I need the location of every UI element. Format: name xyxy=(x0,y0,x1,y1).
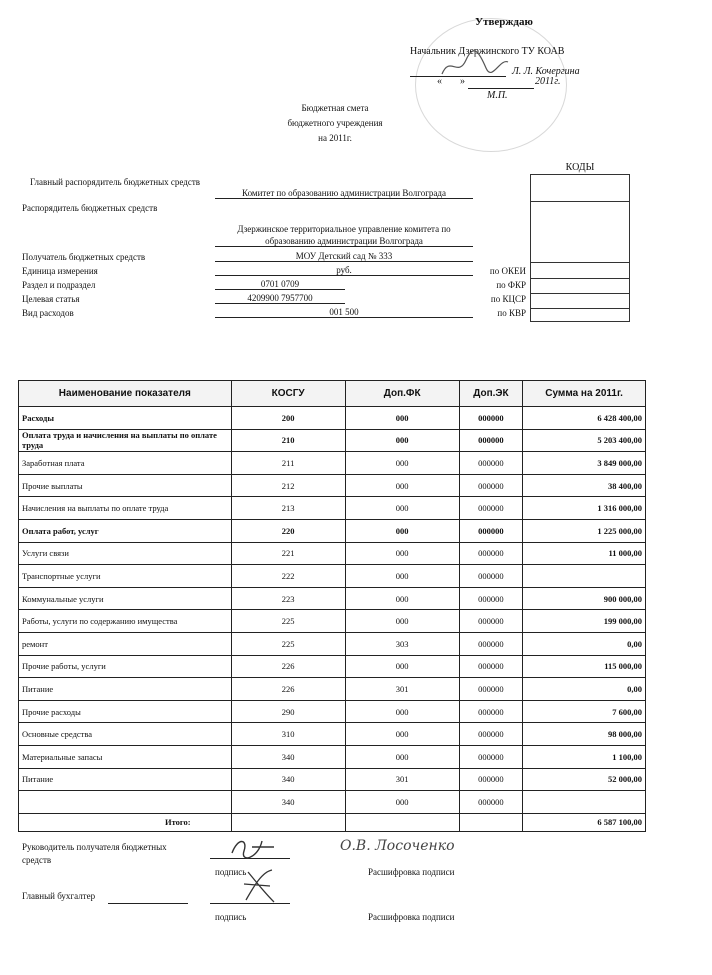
manager-value-line2: образованию администрации Волгограда xyxy=(215,236,473,247)
row-kosgu: 340 xyxy=(231,768,345,791)
row-name: Питание xyxy=(19,678,232,701)
table-row xyxy=(19,542,646,565)
row-name: Прочие расходы xyxy=(19,700,232,723)
row-name: Прочие работы, услуги xyxy=(19,655,232,678)
row-kosgu: 212 xyxy=(231,474,345,497)
row-name: Оплата труда и начисления на выплаты по оплате труда xyxy=(19,429,232,452)
row-kosgu: 223 xyxy=(231,587,345,610)
table-row xyxy=(19,429,646,452)
row-ek: 000000 xyxy=(459,519,523,542)
total-sum: 6 587 100,00 xyxy=(523,813,646,831)
row-fk: 301 xyxy=(345,768,459,791)
approval-quote-mid: » xyxy=(460,76,465,87)
header-kosgu: КОСГУ xyxy=(231,381,345,407)
row-ek: 000000 xyxy=(459,587,523,610)
manager-value-line1: Дзержинское территориальное управление комитета по xyxy=(237,224,451,234)
recipient-value: МОУ Детский сад № 333 xyxy=(215,251,473,262)
row-kosgu: 225 xyxy=(231,632,345,655)
approval-year: 2011г. xyxy=(535,76,561,87)
approval-date-line xyxy=(468,87,534,89)
section-code-label: по ФКР xyxy=(496,280,526,290)
row-ek: 000000 xyxy=(459,565,523,588)
expense-value: 001 500 xyxy=(215,307,473,318)
row-ek: 000000 xyxy=(459,610,523,633)
row-name: Коммунальные услуги xyxy=(19,587,232,610)
main-manager-label: Главный распорядитель бюджетных средств xyxy=(30,177,200,187)
row-fk: 000 xyxy=(345,565,459,588)
head-signature-decode: О.В. Лосоченко xyxy=(340,838,455,854)
row-sum: 5 203 400,00 xyxy=(523,429,646,452)
accountant-label: Главный бухгалтер xyxy=(22,891,96,901)
table-row xyxy=(19,700,646,723)
header-fk: Доп.ФК xyxy=(345,381,459,407)
table-row xyxy=(19,768,646,791)
total-empty-2 xyxy=(345,813,459,831)
unit-code-label: по ОКЕИ xyxy=(489,266,526,276)
code-cell-fkr xyxy=(531,279,629,294)
unit-label: Единица измерения xyxy=(22,266,98,276)
row-sum: 199 000,00 xyxy=(523,610,646,633)
approval-title: Утверждаю xyxy=(475,16,533,28)
table-row xyxy=(19,452,646,475)
row-fk: 000 xyxy=(345,700,459,723)
row-ek: 000000 xyxy=(459,452,523,475)
row-fk: 000 xyxy=(345,745,459,768)
table-row xyxy=(19,745,646,768)
approval-position: Начальник Дзержинского ТУ КОАВ xyxy=(410,46,565,57)
article-code-label: по КЦСР xyxy=(490,294,526,304)
table-row xyxy=(19,655,646,678)
recipient-label: Получатель бюджетных средств xyxy=(22,252,146,262)
budget-table xyxy=(18,380,646,832)
row-ek: 000000 xyxy=(459,632,523,655)
code-cell-main xyxy=(531,175,629,202)
unit-value: руб. xyxy=(215,265,473,276)
table-row xyxy=(19,791,646,814)
row-name: ремонт xyxy=(19,632,232,655)
accountant-decode-caption: Расшифровка подписи xyxy=(368,912,455,922)
row-ek: 000000 xyxy=(459,407,523,430)
table-row xyxy=(19,407,646,430)
manager-label: Распорядитель бюджетных средств xyxy=(22,203,158,213)
codes-box xyxy=(530,174,630,322)
row-ek: 000000 xyxy=(459,723,523,746)
row-sum: 52 000,00 xyxy=(523,768,646,791)
approval-signature xyxy=(440,50,510,80)
row-kosgu: 290 xyxy=(231,700,345,723)
row-fk: 000 xyxy=(345,542,459,565)
table-row xyxy=(19,678,646,701)
row-kosgu: 226 xyxy=(231,678,345,701)
section-value: 0701 0709 xyxy=(215,279,345,290)
row-sum: 3 849 000,00 xyxy=(523,452,646,475)
approval-quote-left: « xyxy=(437,76,442,87)
row-kosgu: 210 xyxy=(231,429,345,452)
code-cell-manager xyxy=(531,202,629,263)
row-kosgu: 225 xyxy=(231,610,345,633)
row-sum xyxy=(523,791,646,814)
row-sum xyxy=(523,565,646,588)
table-header-row xyxy=(19,381,646,407)
approval-name: Л. Л. Кочергина xyxy=(512,66,580,77)
row-kosgu: 340 xyxy=(231,791,345,814)
row-name: Материальные запасы xyxy=(19,745,232,768)
row-ek: 000000 xyxy=(459,745,523,768)
head-sign-caption: подпись xyxy=(215,867,247,877)
document-title-1: Бюджетная смета xyxy=(301,103,369,113)
total-empty-1 xyxy=(231,813,345,831)
expense-code-label: по КВР xyxy=(497,308,526,318)
row-sum: 115 000,00 xyxy=(523,655,646,678)
table-row xyxy=(19,565,646,588)
row-name: Услуги связи xyxy=(19,542,232,565)
total-empty-3 xyxy=(459,813,523,831)
row-ek: 000000 xyxy=(459,791,523,814)
table-row xyxy=(19,587,646,610)
table-row xyxy=(19,474,646,497)
row-ek: 000000 xyxy=(459,678,523,701)
row-ek: 000000 xyxy=(459,700,523,723)
row-ek: 000000 xyxy=(459,474,523,497)
row-fk: 000 xyxy=(345,610,459,633)
accountant-sign-caption: подпись xyxy=(215,912,247,922)
row-name: Начисления на выплаты по оплате труда xyxy=(19,497,232,520)
row-kosgu: 221 xyxy=(231,542,345,565)
row-fk: 303 xyxy=(345,632,459,655)
row-kosgu: 222 xyxy=(231,565,345,588)
row-name xyxy=(19,791,232,814)
expense-label: Вид расходов xyxy=(22,308,74,318)
row-fk: 000 xyxy=(345,519,459,542)
row-sum: 1 316 000,00 xyxy=(523,497,646,520)
document-title-3: на 2011г. xyxy=(318,133,352,143)
row-name: Основные средства xyxy=(19,723,232,746)
row-fk: 000 xyxy=(345,474,459,497)
row-sum: 1 100,00 xyxy=(523,745,646,768)
row-name: Заработная плата xyxy=(19,452,232,475)
head-label-1: Руководитель получателя бюджетных xyxy=(22,842,167,852)
row-fk: 000 xyxy=(345,587,459,610)
total-label: Итого: xyxy=(19,813,232,831)
row-sum: 98 000,00 xyxy=(523,723,646,746)
row-kosgu: 310 xyxy=(231,723,345,746)
codes-title: КОДЫ xyxy=(565,162,595,173)
row-name: Прочие выплаты xyxy=(19,474,232,497)
row-fk: 000 xyxy=(345,655,459,678)
row-sum: 6 428 400,00 xyxy=(523,407,646,430)
header-ek: Доп.ЭК xyxy=(459,381,523,407)
row-name: Транспортные услуги xyxy=(19,565,232,588)
row-fk: 000 xyxy=(345,429,459,452)
row-sum: 11 000,00 xyxy=(523,542,646,565)
article-label: Целевая статья xyxy=(22,294,80,304)
header-name: Наименование показателя xyxy=(19,381,232,407)
accountant-signature xyxy=(240,866,280,906)
code-cell-kcsr xyxy=(531,294,629,309)
row-fk: 000 xyxy=(345,452,459,475)
row-ek: 000000 xyxy=(459,655,523,678)
row-kosgu: 220 xyxy=(231,519,345,542)
head-signature xyxy=(228,833,278,863)
row-sum: 1 225 000,00 xyxy=(523,519,646,542)
code-cell-kvr xyxy=(531,309,629,323)
row-sum: 7 600,00 xyxy=(523,700,646,723)
row-fk: 301 xyxy=(345,678,459,701)
total-row xyxy=(19,813,646,831)
article-value: 4209900 7957700 xyxy=(215,293,345,304)
accountant-line-1 xyxy=(108,902,188,904)
table-row xyxy=(19,723,646,746)
row-name: Расходы xyxy=(19,407,232,430)
head-decode-caption: Расшифровка подписи xyxy=(368,867,455,877)
approval-stamp-place: М.П. xyxy=(487,90,508,101)
table-body xyxy=(19,407,646,814)
row-name: Оплата работ, услуг xyxy=(19,519,232,542)
row-fk: 000 xyxy=(345,407,459,430)
code-cell-okei xyxy=(531,263,629,279)
row-fk: 000 xyxy=(345,723,459,746)
row-name: Работы, услуги по содержанию имущества xyxy=(19,610,232,633)
row-kosgu: 200 xyxy=(231,407,345,430)
row-ek: 000000 xyxy=(459,768,523,791)
row-kosgu: 211 xyxy=(231,452,345,475)
row-kosgu: 213 xyxy=(231,497,345,520)
row-sum: 0,00 xyxy=(523,632,646,655)
main-manager-value: Комитет по образованию администрации Волгограда xyxy=(215,188,473,199)
table-row xyxy=(19,497,646,520)
table-row xyxy=(19,610,646,633)
row-ek: 000000 xyxy=(459,497,523,520)
row-ek: 000000 xyxy=(459,429,523,452)
document-title-2: бюджетного учреждения xyxy=(287,118,383,128)
row-kosgu: 226 xyxy=(231,655,345,678)
head-label-2: средств xyxy=(22,855,52,865)
section-label: Раздел и подраздел xyxy=(22,280,96,290)
table-row xyxy=(19,632,646,655)
row-sum: 38 400,00 xyxy=(523,474,646,497)
row-sum: 900 000,00 xyxy=(523,587,646,610)
row-ek: 000000 xyxy=(459,542,523,565)
row-sum: 0,00 xyxy=(523,678,646,701)
row-fk: 000 xyxy=(345,791,459,814)
row-fk: 000 xyxy=(345,497,459,520)
header-sum: Сумма на 2011г. xyxy=(523,381,646,407)
row-kosgu: 340 xyxy=(231,745,345,768)
row-name: Питание xyxy=(19,768,232,791)
table-row xyxy=(19,519,646,542)
